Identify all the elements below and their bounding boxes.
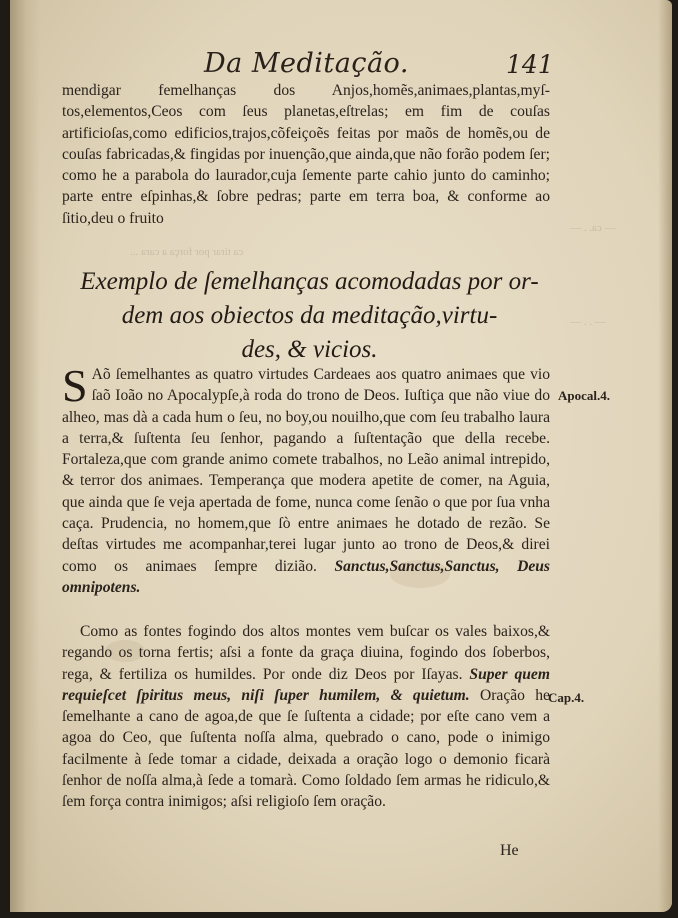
paragraph-text: Aõ ſemelhantes as quatro virtudes Cardeaes aos quatro animaes que vio ſaõ Ioão no Apocalypſe,à roda do trono de Deos. Iuſtiça que não viue do alheo, mas dà a cada hum o ſeu, no boy,ou nouilho,que com ſeu trabalho laura a terra,& ſuſtenta ſeu ſenhor, pagando a ſuſtentação que della recebe. Fortaleza,que com grande animo comete trabalhos, no Leão animal intrepido, & terror dos animaes. Temperança que modera apetite de comer, na Aguia, que ainda que ſe veja apertada de fome, nunca come ſenão o que por ſua vnha caça. Prudencia, no homem,que ſò entre animaes he dotado de rezão. Se deſtas virtudes me acompanhar,terei lugar junto ao trono de Deos,& direi como os animaes ſempre dizião. (62, 366, 550, 575)
latin-quote: Sanctus,Sanctus,Sanctus, Deus omnipotens. (62, 557, 550, 596)
margin-note: Apocal.4. (558, 388, 610, 403)
paragraph: mendigar femelhanças dos Anjos,homẽs,animaes,plantas,myſ-tos,elementos,Ceos com ſeus planetas,eſtrelas; em fim de couſas artificioſas,como edificios,trajos,cõfeiçoẽs feitas por maõs de homẽs,ou de couſas fabricadas,& fingidas por inuenção,que ainda,que não forão podem ſer; como he a parabola do laurador,cuja ſemente parte cahio junto do caminho; parte entre eſpinhas,& ſobre pedras; parte em terra boa, & conforme ao ſitio,deu o fruito (62, 82, 550, 227)
binding-gutter (10, 0, 40, 912)
heading-line: des, & vicios. (241, 336, 378, 363)
paragraph-text: Oração he ſemelhante a cano de agoa,de que ſe ſuſtenta a cidade; por eſte cano vem a agoa do Ceo, que ſuſtenta noſſa alma, quebrado o cano, pode o inimigo facilmente à ſede tomar a cidade, deixada a oração logo o demonio ficarà ſenhor de noſſa alma,à ſede a tomarà. Como ſoldado ſem armas he ridiculo,& ſem força contra inimigos; aſsi religioſo ſem oração. (62, 686, 550, 811)
margin-note: Cap.4. (548, 690, 585, 705)
paragraph-text: Como as fontes fogindo dos altos montes vem buſcar os vales baixos,& regando os torna fertis; aſsi a fonte da graça diuina, fogindo dos ſoberbos, rega, & fertiliza os humildes. Por onde diz Deos por Iſayas. (62, 623, 550, 683)
latin-quote: Super quem requieſcet ſpiritus meus, niſi ſuper humilem, & quietum. (62, 665, 550, 704)
show-through-text: — . . — (570, 316, 606, 328)
running-title: Da Meditação. (204, 48, 409, 79)
catchword: He (500, 842, 519, 859)
paragraph (62, 621, 550, 813)
heading-line: dem aos obiectos da meditação,virtu- (121, 302, 498, 329)
heading-line: Exemplo de ſemelhanças acomodadas por or- (80, 268, 539, 295)
paragraph (62, 360, 550, 598)
page-header (10, 44, 672, 84)
drop-cap: S (62, 360, 88, 411)
section-heading (62, 265, 557, 367)
page-number: 141 (506, 50, 554, 79)
page-edge (658, 0, 672, 912)
book-page (10, 0, 672, 912)
show-through-text: ca tirar por força a cara ... (130, 246, 244, 258)
show-through-text: — ca. . — (570, 222, 616, 234)
